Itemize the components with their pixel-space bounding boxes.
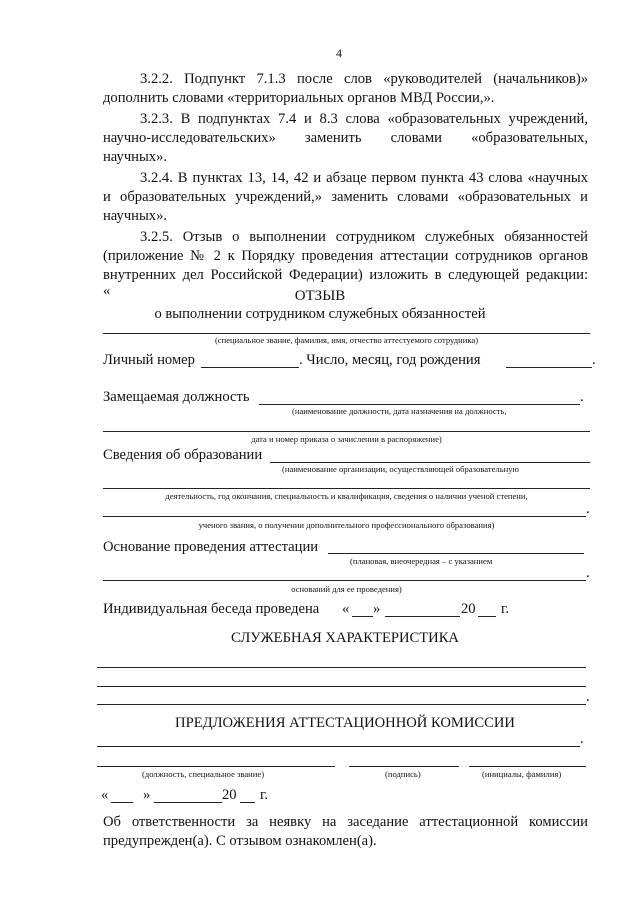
birth-date-field[interactable]	[506, 367, 592, 368]
hint-basis-2: оснований для ее проведения)	[291, 584, 402, 594]
signature-field[interactable]	[349, 766, 459, 767]
signatory-name-field[interactable]	[469, 766, 586, 767]
position-period: .	[580, 389, 584, 405]
paragraph-324-line3: научных».	[103, 208, 168, 224]
interview-month-field[interactable]	[385, 616, 460, 617]
hint-signature: (подпись)	[385, 769, 421, 779]
date-year-suffix: г.	[260, 787, 268, 803]
basis-period: .	[586, 565, 590, 581]
paragraph-325-line1: 3.2.5. Отзыв о выполнении сотрудником служебных обязанностей	[140, 229, 588, 245]
interview-day-field[interactable]	[352, 616, 373, 617]
paragraph-325-line2: (приложение № 2 к Порядку проведения аттестации сотрудников органов	[103, 248, 588, 264]
characteristic-line-1[interactable]	[97, 667, 586, 668]
position-label: Замещаемая должность	[103, 389, 250, 405]
personal-number-field[interactable]	[201, 367, 299, 368]
footer-line-2: предупрежден(а). С отзывом ознакомлен(а).	[103, 833, 377, 849]
interview-year-field[interactable]	[478, 616, 496, 617]
basis-field[interactable]	[328, 553, 584, 554]
position-field[interactable]	[259, 404, 580, 405]
hint-education-3: ученого звания, о получении дополнительного профессионального образования)	[198, 520, 495, 530]
date-quote-open: «	[101, 787, 109, 803]
paragraph-323-line2: научно-исследовательских» заменить словами «образовательных,	[103, 130, 588, 146]
personal-number-label: Личный номер	[103, 352, 195, 368]
signatory-position-field[interactable]	[97, 766, 335, 767]
commission-line-1[interactable]	[97, 746, 580, 747]
date-month-field[interactable]	[154, 802, 222, 803]
date-day-field[interactable]	[111, 802, 133, 803]
basis-line-2[interactable]	[103, 580, 586, 581]
characteristic-title: СЛУЖЕБНАЯ ХАРАКТЕРИСТИКА	[231, 630, 459, 646]
footer-line-1: Об ответственности за неявку на заседание аттестационной комиссии	[103, 814, 588, 830]
paragraph-324-line1: 3.2.4. В пунктах 13, 14, 42 и абзаце первом пункта 43 слова «научных	[140, 170, 588, 186]
interview-year-suffix: г.	[501, 601, 509, 617]
form-title: ОТЗЫВ	[294, 288, 346, 304]
education-period: .	[586, 501, 590, 517]
education-line-2[interactable]	[103, 488, 590, 489]
characteristic-line-3[interactable]	[97, 704, 586, 705]
date-quote-close: »	[143, 787, 151, 803]
paragraph-325-line3: внутренних дел Российской Федерации) изложить в следующей редакции:	[103, 267, 588, 283]
date-year-field[interactable]	[240, 802, 255, 803]
hint-basis-1: (плановая, внеочередная – с указанием	[350, 556, 493, 566]
education-line-3[interactable]	[103, 516, 586, 517]
interview-year-prefix: 20	[461, 601, 476, 617]
characteristic-period: .	[586, 689, 590, 705]
characteristic-line-2[interactable]	[97, 686, 586, 687]
commission-title: ПРЕДЛОЖЕНИЯ АТТЕСТАЦИОННОЙ КОМИССИИ	[175, 715, 515, 731]
page-number: 4	[336, 46, 342, 60]
date-year-prefix: 20	[222, 787, 237, 803]
hint-signatory-name: (инициалы, фамилия)	[482, 769, 562, 779]
interview-quote-close: »	[373, 601, 381, 617]
name-line[interactable]	[103, 333, 590, 334]
paragraph-322-line1: 3.2.2. Подпункт 7.1.3 после слов «руководителей (начальников)»	[140, 71, 588, 87]
commission-period: .	[580, 731, 584, 747]
paragraph-322-line2: дополнить словами «территориальных органов МВД России,».	[103, 90, 495, 106]
education-label: Сведения об образовании	[103, 447, 263, 463]
hint-signatory-position: (должность, специальное звание)	[142, 769, 265, 779]
hint-order: дата и номер приказа о зачислении в распоряжение)	[251, 434, 442, 444]
paragraph-323-line3: научных».	[103, 149, 168, 165]
education-field[interactable]	[270, 462, 590, 463]
hint-education-1: (наименование организации, осуществляющей образовательную	[282, 464, 519, 474]
hint-name: (специальное звание, фамилия, имя, отчество аттестуемого сотрудника)	[214, 335, 479, 345]
birth-label: . Число, месяц, год рождения	[299, 352, 481, 368]
open-quote: «	[103, 283, 111, 299]
position-line-2[interactable]	[103, 431, 590, 432]
paragraph-324-line2: и образовательных учреждений,» заменить словами «образовательных и	[103, 189, 588, 205]
interview-label: Индивидуальная беседа проведена	[103, 601, 320, 617]
form-subtitle: о выполнении сотрудником служебных обязанностей	[154, 306, 486, 322]
hint-position: (наименование должности, дата назначения на должность,	[292, 406, 507, 416]
hint-education-2: деятельность, год окончания, специальность и квалификация, сведения о наличии ученой степени,	[165, 491, 528, 501]
basis-label: Основание проведения аттестации	[103, 539, 319, 555]
interview-quote-open: «	[342, 601, 350, 617]
birth-period: .	[592, 352, 596, 368]
paragraph-323-line1: 3.2.3. В подпунктах 7.4 и 8.3 слова «образовательных учреждений,	[140, 111, 588, 127]
